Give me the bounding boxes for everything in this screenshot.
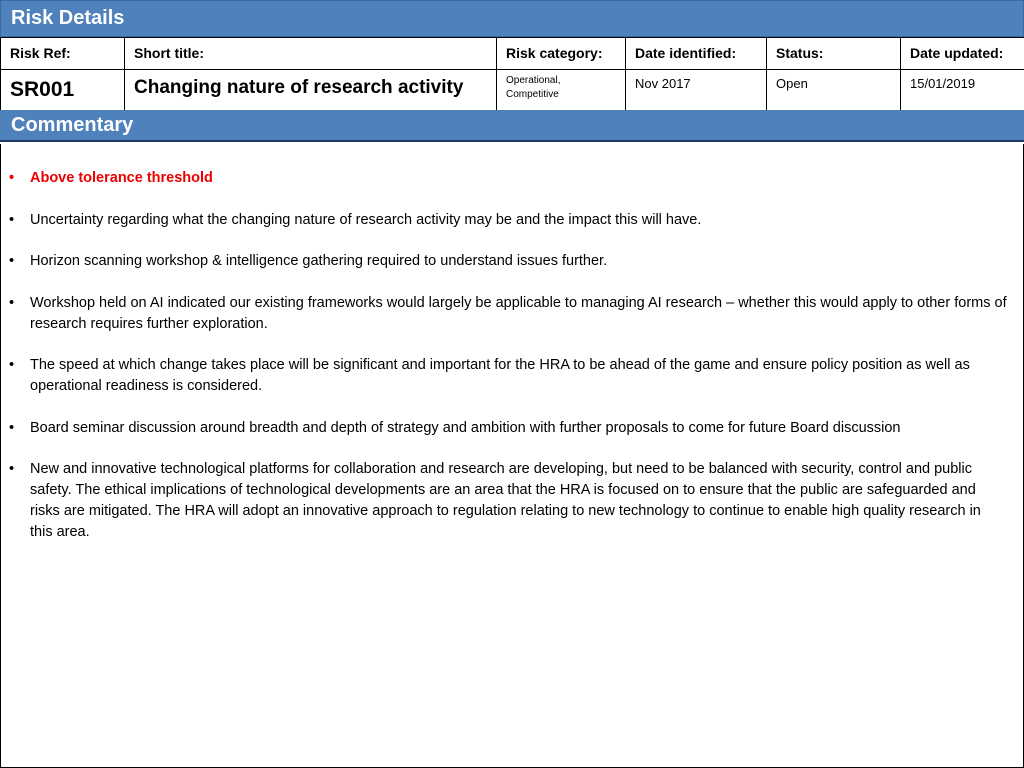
commentary-item: [9, 418, 1007, 439]
date-updated-value: 15/01/2019: [901, 70, 1024, 111]
risk-details-header: [0, 0, 1024, 37]
commentary-body: [0, 144, 1024, 768]
risk-category-line-1: Operational,: [506, 75, 561, 86]
bullet-icon: •: [9, 211, 15, 228]
commentary-item: [9, 293, 1007, 335]
bullet-icon: •: [9, 253, 15, 269]
commentary-text: Above tolerance threshold: [30, 170, 213, 186]
bullet-icon: •: [9, 294, 15, 311]
risk-details-title: Risk Details: [11, 7, 125, 29]
commentary-text: New and innovative technological platforms for collaboration and research are developing, but need to be balanced with security, control and public safety. The ethical implications of technological developments are an area that the HRA is focused on to ensure that the public are safeguarded and risks are mitigated. The HRA will adopt an innovative approach to regulation relating to new technology to continue to enable high quality research in this area.: [30, 461, 981, 540]
status-value: Open: [767, 70, 901, 111]
commentary-item: [9, 210, 1007, 231]
table-header-row: [1, 38, 1024, 70]
commentary-item: [9, 459, 1007, 543]
status-label: Status:: [767, 38, 901, 70]
commentary-header: [0, 110, 1024, 142]
risk-ref-label: Risk Ref:: [1, 38, 125, 70]
commentary-text: Horizon scanning workshop & intelligence gathering required to understand issues further.: [30, 253, 608, 269]
short-title-label: Short title:: [125, 38, 497, 70]
commentary-list: [9, 168, 1007, 543]
commentary-text: Workshop held on AI indicated our existing frameworks would largely be applicable to managing AI research – whether this would apply to other forms of research requires further exploration.: [30, 294, 1007, 332]
table-value-row: [1, 70, 1024, 111]
date-identified-value: Nov 2017: [626, 70, 767, 111]
bullet-icon: •: [9, 357, 15, 373]
bullet-icon: •: [9, 170, 15, 186]
commentary-item-tolerance: [9, 168, 1007, 189]
risk-details-table: [0, 37, 1024, 111]
risk-category-value: [497, 70, 626, 111]
date-identified-label: Date identified:: [626, 38, 767, 70]
risk-category-line-2: Competitive: [506, 89, 559, 100]
commentary-title: Commentary: [11, 113, 134, 136]
risk-ref-value: SR001: [1, 70, 125, 111]
risk-category-label: Risk category:: [497, 38, 626, 70]
bullet-icon: •: [9, 461, 15, 477]
commentary-item: [9, 355, 1007, 397]
commentary-text: Board seminar discussion around breadth and depth of strategy and ambition with further proposals to come for future Board discussion: [30, 419, 901, 436]
bullet-icon: •: [9, 419, 15, 436]
short-title-value: Changing nature of research activity: [125, 70, 497, 111]
commentary-text: The speed at which change takes place will be significant and important for the HRA to be ahead of the game and ensure policy position as well as operational readiness is considered.: [30, 357, 970, 394]
date-updated-label: Date updated:: [901, 38, 1024, 70]
commentary-text: Uncertainty regarding what the changing nature of research activity may be and the impact this will have.: [30, 211, 702, 228]
commentary-item: [9, 251, 1007, 272]
